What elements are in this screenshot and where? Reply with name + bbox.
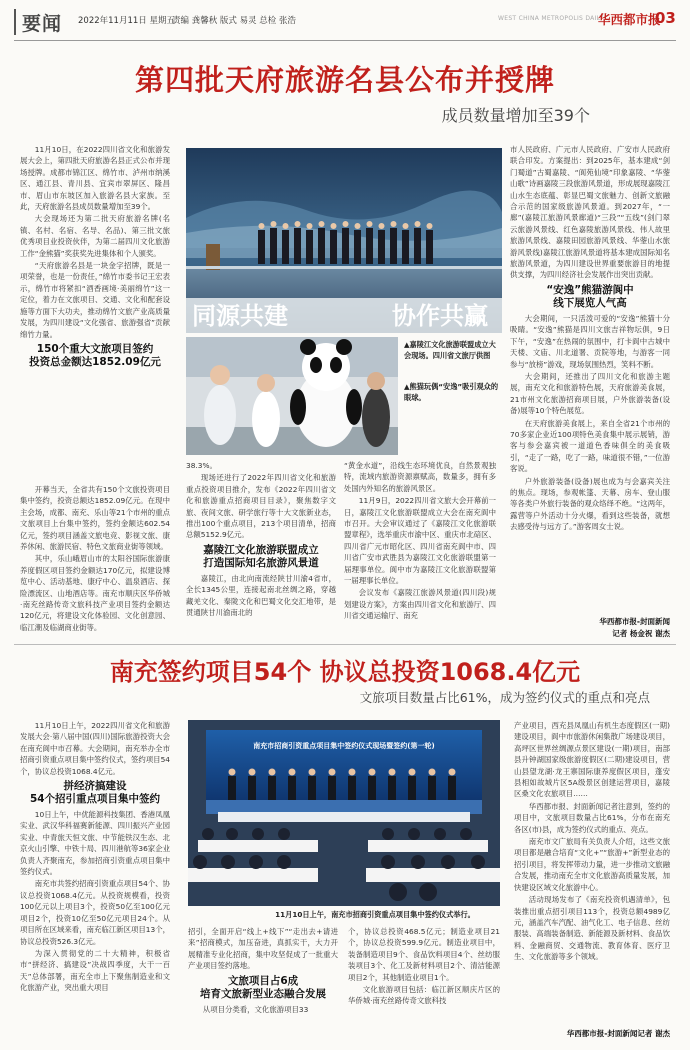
article1-col1-text: 11月10日，在2022四川省文化和旅游发展大会上，第四批天府旅游名县正式公布并现场授牌。成都市锦江区、绵竹市、泸州市纳溪区、通江县、青川县、宜宾市翠屏区、隆昌市、眉山市东坡区加入旅游名县大家族。至此，天府旅游名县成员数量增加至39个。 大会现场还为第二批天府旅游名牌(名镇、名村、名宿、名导、名品)、第三批文旅优秀项目业投资伙伴，为第二届四川文化旅游工作“金熊猫”奖获奖先进集体和个人颁奖。 “天府旅游名县是一块金字招牌，既是一项荣誉，也是一份责任，”绵竹市委书记王宏表示，绵竹市将紧扣“酒香画境·美丽绵竹”这一定位，着力在文旅项目、交通、文化和配套设施等方面下大功夫，推动绵竹文旅产业高质量发展，为四川建设“文化强省、旅游强省”贡献绵竹力量。: [20, 145, 170, 339]
editor-credits: 责编 龚馨秋 版式 易灵 总检 张浩: [172, 16, 297, 26]
header-rule: [14, 40, 676, 41]
caption-panda-2: ▲熊猫玩偶“安逸”吸引观众的眼球。: [404, 382, 499, 402]
article2-subhead: 文旅项目数量占比61%，成为签约仪式的重点和亮点: [359, 690, 650, 705]
photo-ceremony-stage: [186, 148, 502, 333]
article-divider: [14, 644, 676, 645]
article1-headline: 第四批天府旅游名县公布并授牌: [134, 63, 555, 97]
page-header: [0, 0, 690, 45]
section-label: 要闻: [22, 13, 63, 35]
caption-signing: 11月10日上午，南充市招商引资重点项目集中签约仪式举行。: [275, 910, 475, 919]
section-label-box: [14, 9, 16, 35]
issue-date: 2022年11月11日 星期五: [78, 16, 175, 26]
article1-byline-1: 华西都市报-封面新闻: [599, 617, 670, 626]
article1-col2: 38.3%。 现场还进行了2022年四川省文化和旅游重点投资项目推介，发布《2022年四川省文化和旅游重点招商项目目录》，聚焦数字文旅、夜间文旅、研学旅行等十大文旅新业态，推出100个重点项目，213个项目清单，招商总额5152.9亿元。 嘉陵江文化旅游联盟成立 打造国际知名旅游风景道 嘉陵江，由北向南流经陕甘川渝4省市，全长1345公里，连接起南北丝绸之路，穿越藏羌文化、秦陇文化和巴蜀文化交汇地带，是贯通陕甘川渝南北的: [186, 461, 336, 618]
article1-subhead: 成员数量增加至39个: [441, 106, 590, 125]
page-number: 03: [655, 9, 676, 27]
article1-col4: 市人民政府、广元市人民政府、广安市人民政府联合印发。方案提出：到2025年，基本建成“剑门蜀道”古蜀嘉陵、“阆苑仙境”印象嘉陵、“华蓥山歌”诗画嘉陵三段旅游风景道，形成展现嘉陵江山水生态底蕴、彰显巴蜀文旅魅力、创新文旅融合示范的国家级旅游风景道。到2027年，“一廊”(嘉陵江旅游风景廊道)“三段”“五线”(剑门翠云旅游风景线、红色嘉陵旅游风景线、伟人故里旅游风景线、嘉陵田园旅游风景线、华蓥山水旅游风景线)嘉陵江旅游风景道将基本建成国际知名旅游风景道，为四川建设世界重要旅游目的地提供支撑，为四川经济社会发展作出突出贡献。 “安逸”熊猫游阆中 线下展览人气高 大会期间，一只活泼可爱的“安逸”熊猫十分吸睛。“安逸”熊猫是四川文旅吉祥物坛俱，9日下午，“安逸”在热闹的氛围中，打卡阆中古城中天楼、文庙、川北道署、贡院等地，与游客一同参与“放榜”游戏，现场氛围热烈，笑料不断。 大会期间，还推出了四川文化和旅游主题展，南充文化和旅游特色展，天府旅游美食展，21市州文化旅游招商项目展，户外旅游装备(设备)展等10个特色展览。 在天府旅游美食展上，来自全省21个市州的70多家企业近100项特色美食集中展示展销，游客与参会嘉宾被一道道色香味俱全的美食吸引，“走了一路，吃了一路，味道很不错，”一位游客说。 户外旅游装备(设备)展也成为与会嘉宾关注的焦点。现场，参观帐篷、天幕、房车、登山服等各类户外旅行装备的观众络绎不绝。“这两年，露营等户外活动十分火爆，看到这些装备，就想去感受待与远方了。”游客周女士说。: [510, 145, 670, 532]
article1-byline-2: 记者 杨金祝 谢杰: [612, 629, 670, 638]
article2-byline: 华西都市报-封面新闻记者 谢杰: [566, 1029, 670, 1038]
signing-banner-text: 南充市招商引资重点项目集中签约仪式现场暨签约(第一轮): [253, 742, 435, 750]
article1-sub1: 150个重大文旅项目签约 投资总金额达1852.09亿元: [29, 342, 161, 368]
article2-sub1: 拼经济搞建设 54个招引重点项目集中签约: [29, 780, 161, 806]
article2-col1: 11月10日上午，2022四川省文化和旅游发展大会·第八届中国(四川)国际旅游投资大会在南充阆中市召幕。大会期间，南充举办全市招商引资重点项目集中签约仪式，签约项目54个，协议总投资1068.4亿元。 拼经济搞建设 54个招引重点项目集中签约 10日上午，中优能源科技集团、香港凤凰实业、武汉华科福赛新能源、四川振兴产业园实业、中青旅天恒文旅、中节能铁汉生态、北京火山引擎、中铁十局、四川港航等36家企业负责人齐聚南充，参加招商引资重点项目集中签约仪式。 南充市共签约招商引资重点项目54个、协议总投资1068.4亿元。从投资规模看，投资100亿元以上项目3个，投资50亿至100亿元项目2个，投资10亿至50亿元项目24个。从项目所在区域来看，南充临江新区项目13个，协议总投资526.3亿元。 为深入贯彻党的二十大精神，积极省市“拼经济、搞建设”决战四季度，大干一百天”总体部署，南充全市上下聚焦制造业和文化旅游产业，突出重大项目: [20, 721, 170, 993]
article1-col1b: 开幕当天，全省共有150个文旅投资项目集中签约，投资总额达1852.09亿元。在现中主会场，成都、南充、乐山等21个市州的重点文旅项目上台集中签约，签约金额达602.54亿元，签约项目涵盖文旅电竞、影视文旅、康养休闲、旅游民宿、特色文旅商业街等领域。 其中，乐山峨眉山市的太阳谷国际旅游康养度假区项目签约金额达170亿元，拟建设博览中心、活动基地、康疗中心、温泉酒店、探险漂流区、山地酒店等。南充市顺庆区华侨城·南充丝路传奇文旅科技产业项目签约金额达120亿元，将建设文化体验园、文化创意园、临江潮及临湖商业街等。: [20, 485, 170, 632]
article2-col3: 个，协议总投资468.5亿元；制造业项目21个，协议总投资599.9亿元。制造业项目中，装备制造项目9个、食品饮料项目4个、丝纺服装项目3个、化工及新材料项目2个、清洁能源项目2个，其他制造业项目1个。 文化旅游项目包括：临江新区顺庆片区的华侨城·南充丝路传奇文旅科技: [348, 927, 500, 1006]
article2-sub2: 文旅项目占6成 培育文旅新型业态融合发展: [200, 974, 326, 1000]
banner-right-text: 协作共赢: [392, 302, 488, 330]
paper-english-name: WEST CHINA METROPOLIS DAILY: [498, 15, 604, 22]
article1-sub3: “安逸”熊猫游阆中 线下展览人气高: [546, 283, 634, 309]
photo-signing-ceremony: [188, 720, 500, 906]
caption-panda-1: ▲嘉陵江文化旅游联盟成立大会现场。四川省文旅厅供图: [404, 340, 496, 360]
article2-headline: 南充签约项目54个 协议总投资1068.4亿元: [109, 658, 581, 686]
article2-col2: 招引，全面开启“线上+线下”“走出去+请进来”招商模式，加压奋进，真抓实干，大力开展精准专业化招商，集中攻坚促成了一批重大产业项目签约落地。 文旅项目占6成 培育文旅新型业态融合发展 从项目分类看，文化旅游项目33: [188, 927, 338, 1014]
article2-col4: 产业项目，西充县凤凰山有机生态度假区(一期)建设项目，阆中市旅游休闲集散广场建设项目，高坪区世界丝绸源点景区建设(一期)项目，南部县升钟湖国家级旅游度假区(二期)建设项目，营山县望龙湖·龙王寨国际康养度假区项目，蓬安县相如故城片区5A级景区创建运营项目，嘉陵区桑文化农旅项目…… 华西都市报、封面新闻记者注意到，签约的项目中，文旅项目数量占比61%，分布在南充各区(市)县，成为签约仪式的重点、亮点。 南充市文广旅局有关负责人介绍，这些文旅项目都是融合培育“文化+”“旅游+”新型业态的招引项目，将发挥带动力量，进一步推动文旅融合发展，推动南充全市文化旅游高质量发展，加快建设区域文化旅游中心。 活动现场发布了《南充投资机遇清单》，包装推出重点招引项目113个，投资总额4989亿元，涵盖汽车汽配、油气化工、电子信息、丝纺服装、高端装备制造、新能源及新材料、食品饮料、金融商贸、交通物流、教育体育、医疗卫生、文化旅游等多个领域。: [514, 721, 670, 962]
paper-logo: 华西都市报: [598, 12, 661, 27]
banner-left-text: 同源共建: [192, 302, 288, 330]
photo-panda-mascot: [186, 337, 398, 455]
article1-col1: [20, 144, 170, 484]
article1-sub2: 嘉陵江文化旅游联盟成立 打造国际知名旅游风景道: [203, 543, 319, 569]
article1-col3: “黄金水道”，沿线生态环境优良，自然景观独特，流域内旅游资源禀赋高，数量多，拥有多处国内外知名的旅游风景区。 11月9日，2022四川省文旅大会开幕前一日，嘉陵江文化旅游联盟成立大会在南充阆中市召开。大会审议通过了《嘉陵江文化旅游联盟章程》，选举重庆市渝中区、重庆市北碚区、四川省广元市昭化区、四川省南充阆中市、四川省广安市武胜县为嘉陵江文化旅游联盟第一届理事单位。阆中市为嘉陵江文化旅游联盟第一届理事长单位。 会议发布《嘉陵江旅游风景道(四川段)规划建设方案》，方案由四川省文化和旅游厅、四川省交通运输厅、南充: [344, 461, 496, 621]
